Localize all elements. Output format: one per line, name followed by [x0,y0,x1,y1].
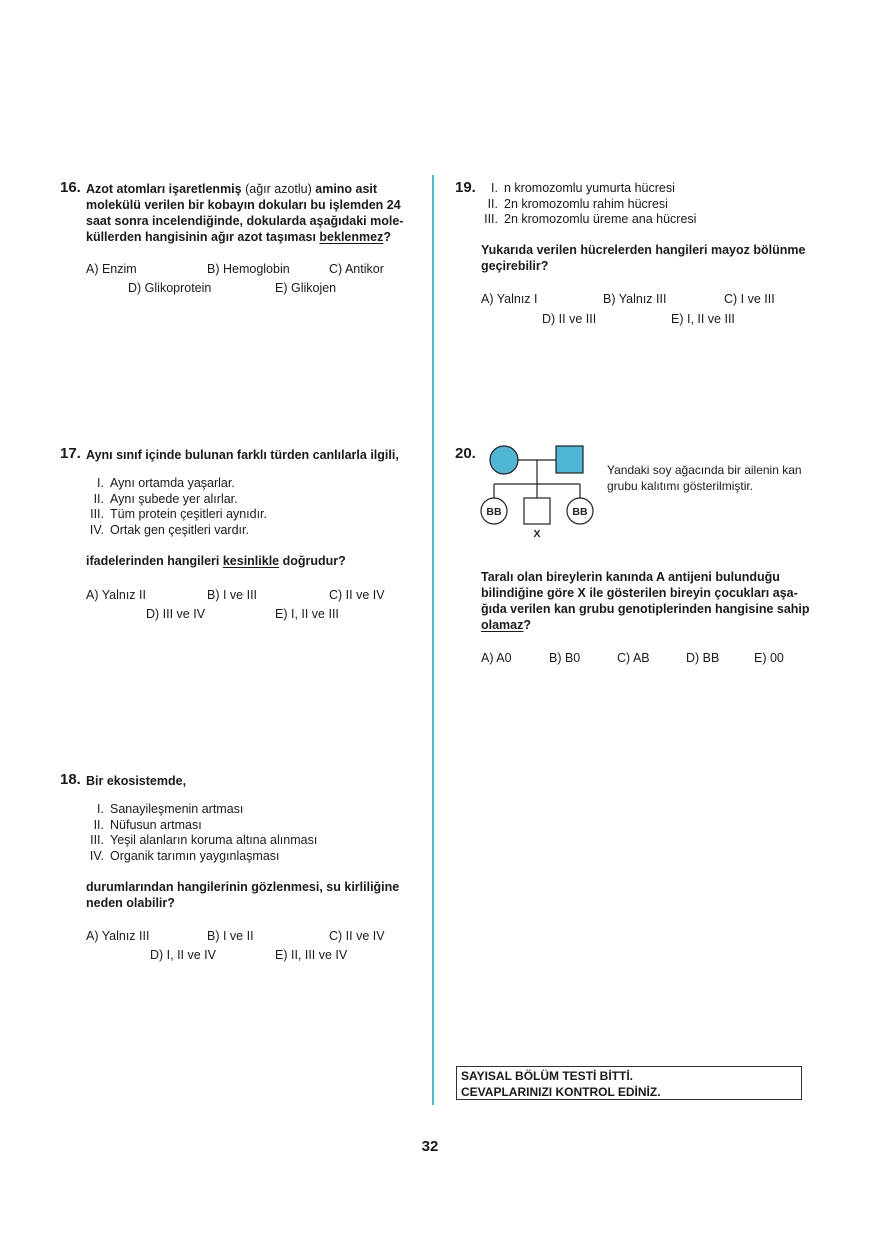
q19-question: Yukarıda verilen hücrelerden hangileri mayoz bölünme geçirebilir? [481,243,806,273]
q20-option-e[interactable]: E) 00 [754,651,784,665]
q19-option-a[interactable]: A) Yalnız I [481,292,538,306]
q17-option-b[interactable]: B) I ve III [207,588,258,602]
q18-option-c[interactable]: C) II ve IV [329,929,385,943]
q16-option-c[interactable]: C) Antikor [329,262,384,276]
q18-number: 18. [60,771,81,788]
child-x-square [524,498,550,524]
q18-option-e[interactable]: E) II, III ve IV [275,948,348,962]
q17-option-c[interactable]: C) II ve IV [329,588,385,602]
q20-number: 20. [455,445,476,462]
q20-description: Yandaki soy ağacında bir ailenin kan grubu kalıtımı gösterilmiştir. [607,463,802,493]
q20-option-b[interactable]: B) B0 [549,651,581,665]
q19-option-d[interactable]: D) II ve III [542,312,597,326]
q16-stem: Azot atomları işaretlenmiş (ağır azotlu) amino asit molekülü verilen bir kobayın dokuları bu işlemden 24 saat sonra incelendiğinde, dokularda aşağıdaki mole- küllerden hangisinin ağır azot taşıması beklenmez? [86,182,404,244]
mother-shaded-circle [490,446,518,474]
q18-stem: Bir ekosistemde, [86,774,187,788]
q17-stem: Aynı sınıf içinde bulunan farklı türden canlılarla ilgili, [86,448,399,462]
section-end-notice: SAYISAL BÖLÜM TESTİ BİTTİ. CEVAPLARINIZI KONTROL EDİNİZ. [456,1066,802,1100]
q19-number: 19. [455,179,476,196]
q20-option-c[interactable]: C) AB [617,651,650,665]
q17-question: ifadelerinden hangileri kesinlikle doğrudur? [86,554,346,568]
q18-option-a[interactable]: A) Yalnız III [86,929,150,943]
q18-option-b[interactable]: B) I ve II [207,929,254,943]
q18-question: durumlarından hangilerinin gözlenmesi, su kirliliğine neden olabilir? [86,880,400,910]
q16-option-a[interactable]: A) Enzim [86,262,137,276]
q20-question: Taralı olan bireylerin kanında A antijeni bulunduğu bilindiğine göre X ile gösterilen bireyin çocukları aşa- ğıda verilen kan grubu genotiplerinden hangisine sahip olamaz? [481,570,810,632]
q16-negation: beklenmez [319,230,384,244]
q19-option-c[interactable]: C) I ve III [724,292,775,306]
q19-option-b[interactable]: B) Yalnız III [603,292,667,306]
q16-number: 16. [60,179,81,196]
q16-option-d[interactable]: D) Glikoprotein [128,281,212,295]
q18-option-d[interactable]: D) I, II ve IV [150,948,216,962]
child-left-label: BB [486,506,502,518]
pedigree-chart [476,438,606,542]
child-x-label: X [533,528,541,540]
page-number: 32 [421,1138,439,1155]
column-divider [432,175,434,1105]
q17-number: 17. [60,445,81,462]
q19-option-e[interactable]: E) I, II ve III [671,312,735,326]
q17-option-e[interactable]: E) I, II ve III [275,607,339,621]
q17-option-d[interactable]: D) III ve IV [146,607,206,621]
q20-option-a[interactable]: A) A0 [481,651,512,665]
q17-option-a[interactable]: A) Yalnız II [86,588,146,602]
father-shaded-square [556,446,583,473]
q16-option-e[interactable]: E) Glikojen [275,281,337,295]
child-right-label: BB [572,506,588,518]
q16-option-b[interactable]: B) Hemoglobin [207,262,290,276]
q20-option-d[interactable]: D) BB [686,651,720,665]
